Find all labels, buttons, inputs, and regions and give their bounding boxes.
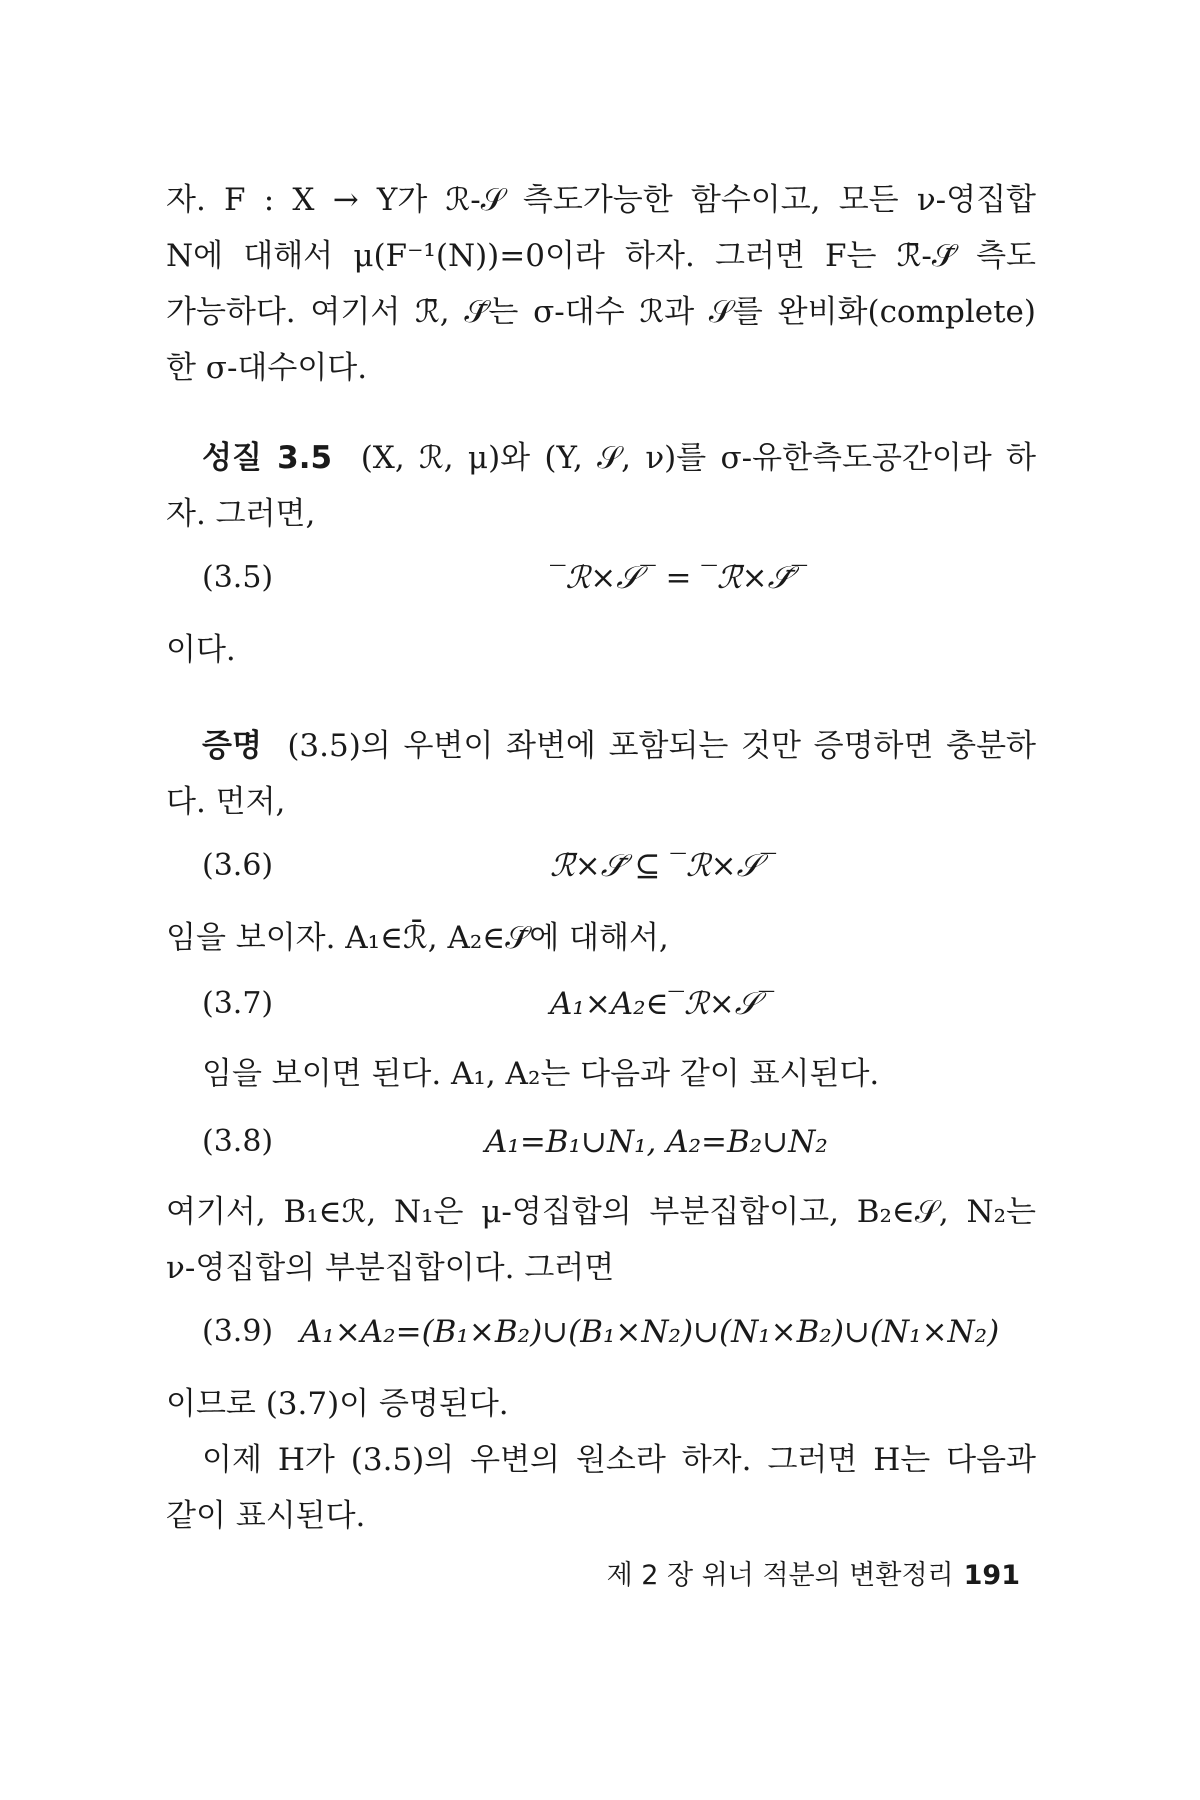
property-line2: 자. 그러면,	[166, 496, 316, 532]
page-footer	[607, 1558, 1020, 1594]
eq39-body: A₁×A₂=(B₁×B₂)∪(B₁×N₂)∪(N₁×B₂)∪(N₁×N₂)	[300, 1314, 1000, 1350]
paragraph1-line3: 가능하다. 여기서 ℛ̄, 𝒮̄는 σ-대수 ℛ과 𝒮를 완비화(complete)	[166, 294, 1036, 330]
proof-line2: 다. 먼저,	[166, 784, 286, 820]
eq36-body: ℛ̄×𝒮̄ ⊆ ‾ℛ×𝒮‾	[550, 848, 777, 884]
proof-label: 증명	[202, 728, 262, 764]
proof-line1	[202, 726, 1036, 766]
after-eq38-line2: ν-영집합의 부분집합이다. 그러면	[166, 1250, 615, 1286]
after-eq39: 이므로 (3.7)이 증명된다.	[166, 1386, 509, 1422]
eq37-body: A₁×A₂∈‾ℛ×𝒮‾	[550, 986, 775, 1022]
after-eq38-line1: 여기서, B₁∈ℛ, N₁은 μ-영집합의 부분집합이고, B₂∈𝒮, N₂는	[166, 1194, 1036, 1230]
paragraph1-line2: N에 대해서 μ(F⁻¹(N))=0이라 하자. 그러면 F는 ℛ̄-𝒮̄ 측도	[166, 238, 1036, 274]
after-eq36: 임을 보이자. A₁∈ℛ̄, A₂∈𝒮̄에 대해서,	[166, 920, 669, 956]
eq39-number: (3.9)	[202, 1314, 274, 1349]
page-number: 191	[963, 1560, 1020, 1591]
property-statement	[202, 438, 1036, 478]
eq36-number: (3.6)	[202, 848, 274, 883]
final-line2: 같이 표시된다.	[166, 1498, 366, 1534]
after-eq37: 임을 보이면 된다. A₁, A₂는 다음과 같이 표시된다.	[202, 1056, 880, 1092]
paragraph1-line1: 자. F : X → Y가 ℛ-𝒮 측도가능한 함수이고, 모든 ν-영집합	[166, 182, 1036, 218]
footer-chapter: 제 2 장 위너 적분의 변환정리	[606, 1560, 954, 1591]
eq35-body: ‾ℛ×𝒮‾ = ‾ℛ̄×𝒮̄‾	[550, 560, 808, 596]
eq38-body: A₁=B₁∪N₁, A₂=B₂∪N₂	[485, 1124, 828, 1160]
property-text: (X, ℛ, μ)와 (Y, 𝒮, ν)를 σ-유한측도공간이라 하	[360, 440, 1036, 476]
eq37-number: (3.7)	[202, 986, 274, 1021]
property-label: 성질 3.5	[202, 440, 333, 476]
paragraph1-line4: 한 σ-대수이다.	[166, 350, 368, 386]
final-line1: 이제 H가 (3.5)의 우변의 원소라 하자. 그러면 H는 다음과	[202, 1442, 1036, 1478]
after-eq35: 이다.	[166, 632, 236, 668]
eq35-number: (3.5)	[202, 560, 274, 595]
eq38-number: (3.8)	[202, 1124, 274, 1159]
proof-text: (3.5)의 우변이 좌변에 포함되는 것만 증명하면 충분하	[287, 728, 1036, 764]
